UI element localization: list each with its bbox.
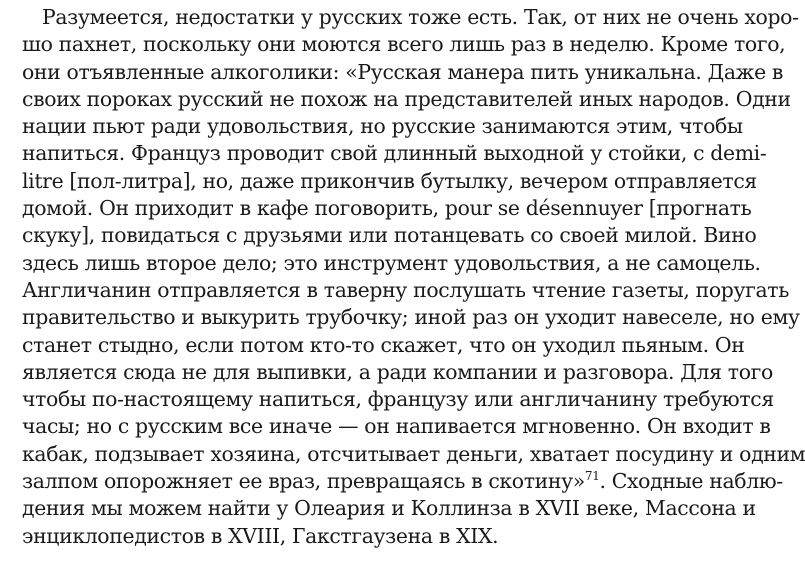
text-line: своих пороках русский не похож на представителей иных народов. Одни bbox=[22, 86, 791, 111]
text-line: Англичанин отправляется в таверну послушать чтение газеты, поругать bbox=[22, 277, 789, 302]
text-line: дения мы можем найти у Олеария и Коллинза в XVII веке, Массона и bbox=[22, 496, 756, 521]
line-text-before-footnote: залпом опорожняет ее враз, превращаясь в скотину» bbox=[22, 469, 585, 494]
text-line: здесь лишь второе дело; это инструмент удовольствия, а не самоцель. bbox=[22, 250, 761, 275]
text-line: правительство и выкурить трубочку; иной раз он уходит навеселе, но ему bbox=[22, 305, 800, 330]
line-text-after-footnote: . Сходные наблю- bbox=[599, 469, 783, 494]
text-line: нации пьют ради удовольствия, но русские занимаются этим, чтобы bbox=[22, 114, 743, 139]
text-line: напиться. Француз проводит свой длинный выходной у стойки, с demi- bbox=[22, 141, 767, 166]
text-line: домой. Он приходит в кафе поговорить, pour se désennuyer [прогнать bbox=[22, 196, 752, 221]
footnote-reference[interactable]: 71 bbox=[584, 469, 600, 484]
body-paragraph bbox=[22, 4, 805, 550]
text-line-with-footnote bbox=[22, 468, 783, 495]
text-line: шо пахнет, поскольку они моются всего лишь раз в неделю. Кроме того, bbox=[22, 32, 786, 57]
text-line: станет стыдно, если потом кто-то скажет, что он уходил пьяным. Он bbox=[22, 332, 745, 357]
text-line: часы; но с русским все иначе — он напивается мгновенно. Он входит в bbox=[22, 414, 771, 439]
text-line: чтобы по-настоящему напиться, французу или англичанину требуются bbox=[22, 387, 774, 412]
text-line: кабак, подзывает хозяина, отсчитывает деньги, хватает посудину и одним bbox=[22, 441, 805, 466]
text-line: скуку], повидаться с друзьями или потанцевать со своей милой. Вино bbox=[22, 223, 757, 248]
text-line: они отъявленные алкоголики: «Русская манера пить уникальна. Даже в bbox=[22, 59, 784, 84]
text-line-last: энциклопедистов в XVIII, Гакстгаузена в XIX. bbox=[22, 523, 499, 548]
text-line: Разумеется, недостатки у русских тоже есть. Так, от них не очень хоро- bbox=[42, 5, 799, 29]
text-line: является сюда не для выпивки, а ради компании и разговора. Для того bbox=[22, 359, 773, 384]
text-line: litre [пол-литра], но, даже прикончив бутылку, вечером отправляется bbox=[22, 168, 757, 193]
